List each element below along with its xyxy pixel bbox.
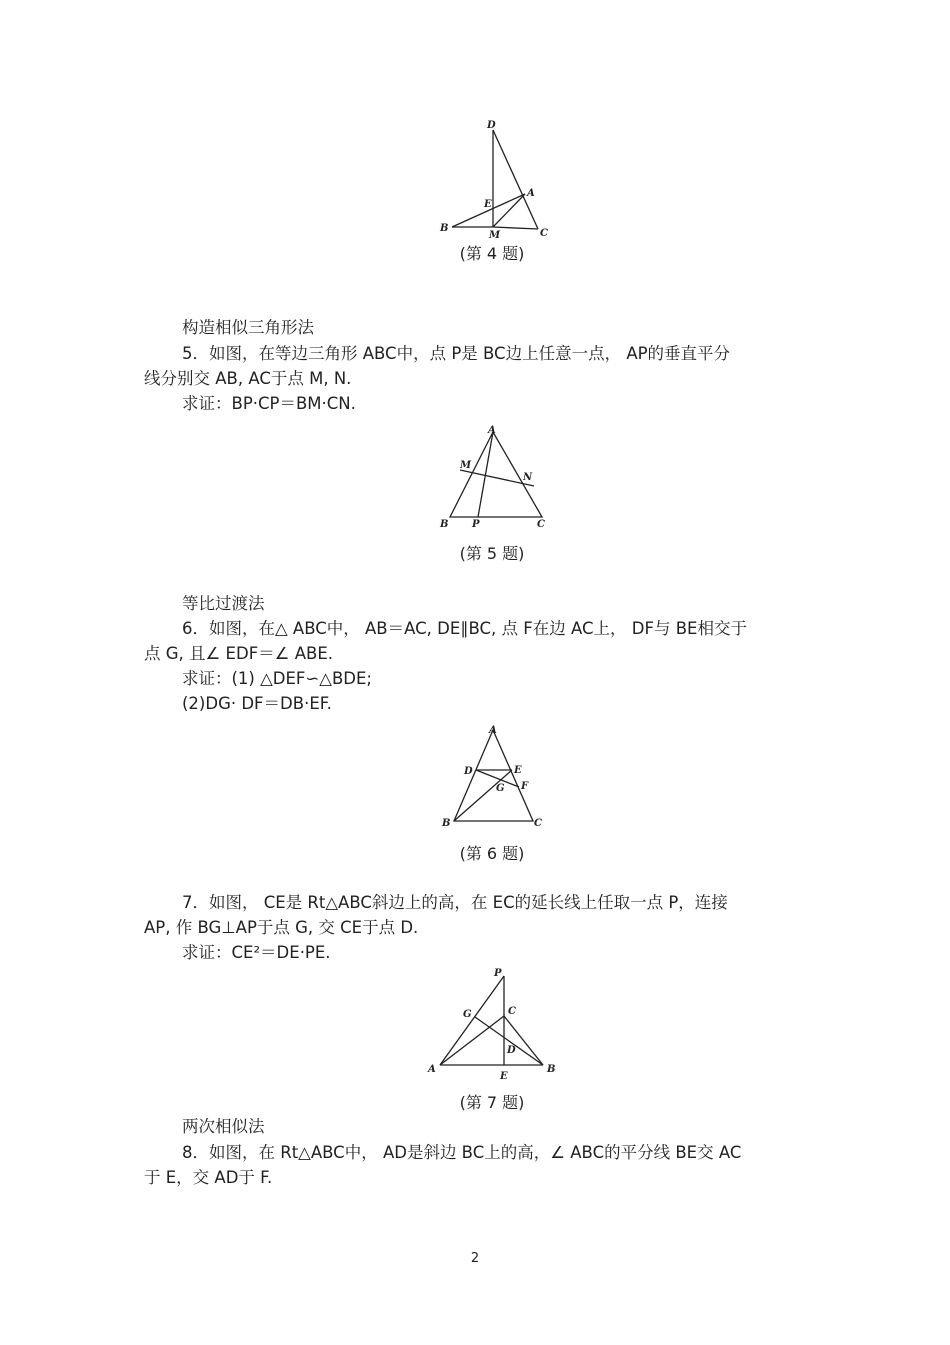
label-A: A — [527, 188, 535, 199]
figure-4 — [430, 110, 560, 245]
label-C: C — [508, 1006, 516, 1017]
problem-8-line-2: 于 E，交 AD于 F. — [144, 1168, 273, 1187]
problem-7-line-1: 7．如图， CE是 Rt△ABC斜边上的高，在 EC的延长线上任取一点 P，连接 — [182, 893, 728, 912]
figure-5 — [430, 420, 560, 535]
label-G: G — [496, 783, 505, 794]
problem-6-proof-2: (2)DG· DF＝DB·EF. — [182, 694, 332, 713]
label-C: C — [537, 519, 545, 530]
section-heading-ratio-transition: 等比过渡法 — [182, 594, 265, 613]
label-E: E — [500, 1071, 508, 1082]
label-C: C — [540, 228, 548, 239]
problem-5-line-2: 线分别交 AB, AC于点 M, N. — [144, 369, 352, 388]
label-A: A — [428, 1064, 436, 1075]
problem-6-line-2: 点 G, 且∠ EDF＝∠ ABE. — [144, 644, 333, 663]
label-D: D — [507, 1045, 516, 1056]
problem-8-line-1: 8．如图，在 Rt△ABC中， AD是斜边 BC上的高，∠ ABC的平分线 BE交 AC — [182, 1143, 742, 1162]
label-N: N — [523, 472, 533, 483]
figure-7-caption: (第 7 题) — [459, 1093, 525, 1112]
label-D: D — [487, 120, 496, 131]
label-F: F — [521, 781, 529, 792]
figure-6-caption: (第 6 题) — [459, 844, 525, 863]
problem-5-line-1: 5．如图，在等边三角形 ABC中，点 P是 BC边上任意一点， AP的垂直平分 — [182, 344, 731, 363]
figure-4-caption: (第 4 题) — [459, 244, 525, 263]
label-E: E — [514, 765, 522, 776]
figure-5-caption: (第 5 题) — [459, 544, 525, 563]
label-M: M — [489, 230, 501, 241]
label-G: G — [463, 1009, 472, 1020]
problem-7-proof: 求证：CE²＝DE·PE. — [182, 943, 331, 962]
label-B: B — [440, 519, 449, 530]
label-A: A — [489, 725, 497, 736]
label-B: B — [440, 223, 449, 234]
problem-7-line-2: AP, 作 BG⊥AP于点 G, 交 CE于点 D. — [144, 918, 419, 937]
page-number: 2 — [470, 1251, 480, 1266]
label-B: B — [442, 818, 451, 829]
label-M: M — [460, 460, 472, 471]
label-P: P — [494, 968, 502, 979]
label-B: B — [547, 1064, 556, 1075]
label-C: C — [534, 818, 542, 829]
figure-7 — [420, 962, 570, 1087]
problem-6-proof-1: 求证：(1) △DEF∽△BDE; — [182, 669, 372, 688]
figure-6 — [430, 718, 560, 838]
label-E: E — [484, 199, 492, 210]
section-heading-construct-similar: 构造相似三角形法 — [182, 318, 314, 337]
label-A: A — [488, 425, 496, 436]
label-P: P — [472, 519, 480, 530]
label-D: D — [464, 766, 473, 777]
problem-5-proof: 求证：BP·CP＝BM·CN. — [182, 394, 356, 413]
section-heading-double-similar: 两次相似法 — [182, 1117, 265, 1136]
problem-6-line-1: 6．如图，在△ ABC中， AB＝AC, DE∥BC, 点 F在边 AC上， DF与 BE相交于 — [182, 619, 747, 638]
